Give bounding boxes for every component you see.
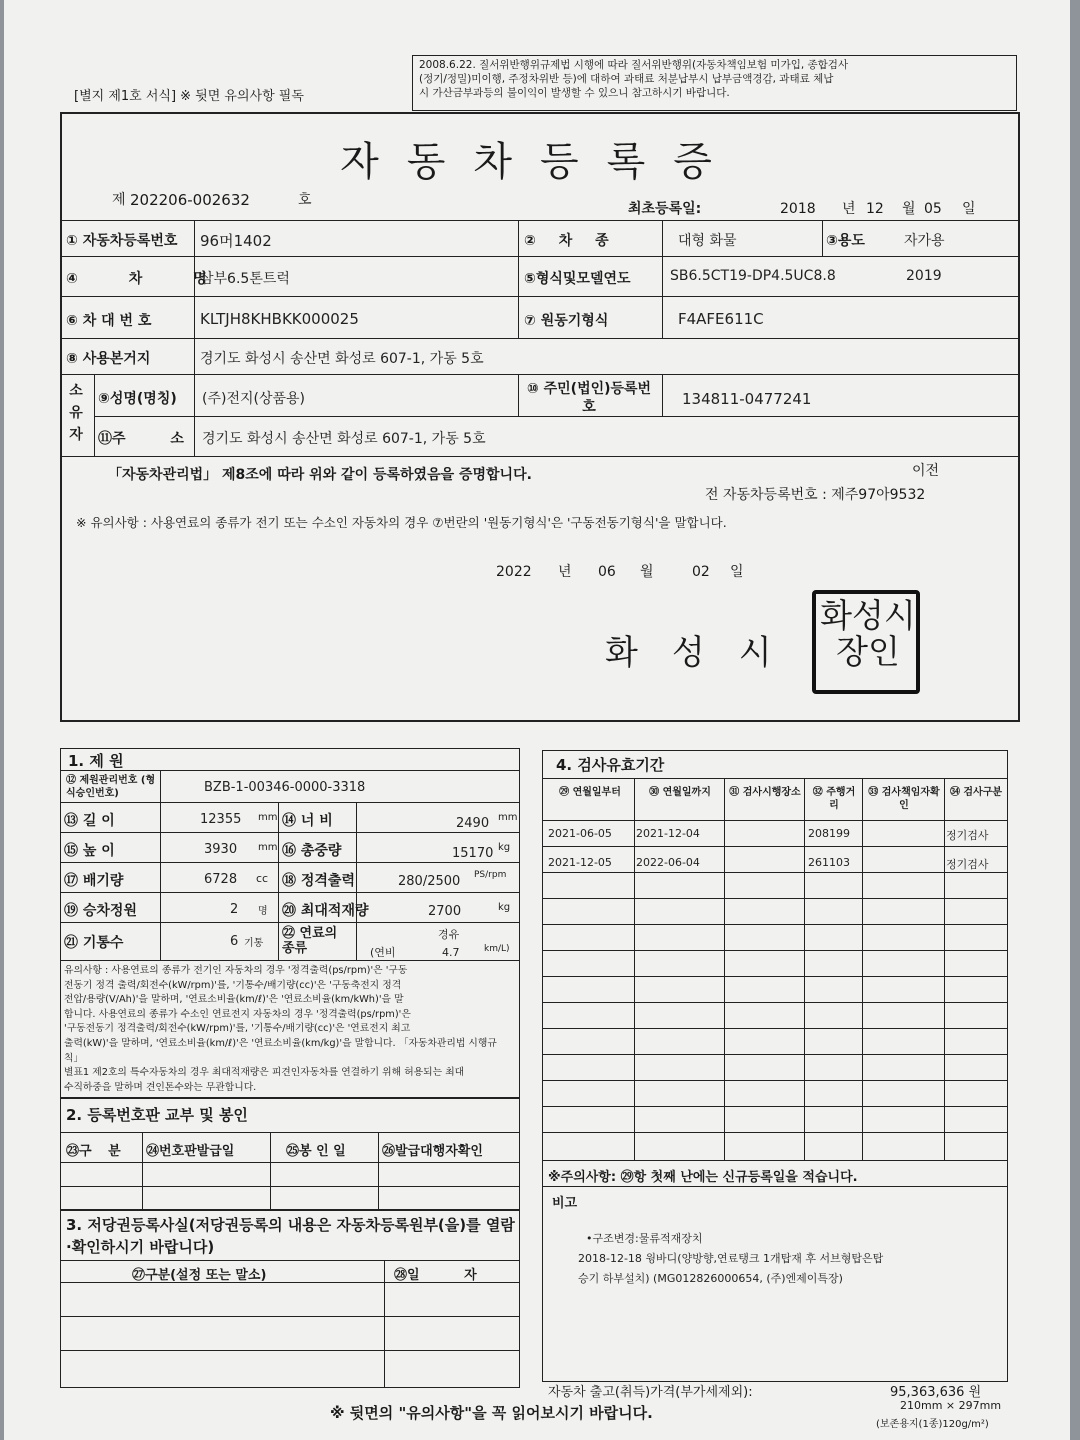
first-reg-month-unit: 월 <box>902 201 916 217</box>
insp-row-from: 2021-06-05 <box>548 827 612 840</box>
seats-value: 2 <box>230 902 239 917</box>
insp-row-mileage: 261103 <box>808 856 850 869</box>
cyl-value: 6 <box>230 934 239 949</box>
remarks-line-2: 승기 하부설치) (MG012826000654, (주)엔제이특장) <box>578 1272 843 1285</box>
gross-label: ⑯ 총중량 <box>282 843 342 859</box>
mgmt-no-label: ⑫ 제원관리번호 (형식승인번호) <box>66 775 156 799</box>
cert-date-month-unit: 월 <box>640 564 654 580</box>
model-year-value: 2019 <box>906 268 942 284</box>
name-label: ④ 차 명 <box>66 271 207 287</box>
load-unit: kg <box>498 902 511 913</box>
length-unit: mm <box>258 812 278 823</box>
vin-label: ⑥ 차 대 번 호 <box>66 313 152 329</box>
insp-row-from: 2021-12-05 <box>548 856 612 869</box>
remarks-title: •구조변경:물류적재장치 <box>586 1232 703 1245</box>
issuer-name: 화성시 <box>605 633 806 673</box>
cyl-label: ㉑ 기통수 <box>64 935 124 951</box>
use-label: ③용도 <box>826 233 865 249</box>
name-value: 삼부6.5톤트럭 <box>200 271 290 287</box>
insp-header-to: ㉚ 연월일까지 <box>649 787 711 798</box>
paper-type: (보존용지(1종)120g/m²) <box>876 1419 989 1430</box>
height-label: ⑮ 높 이 <box>64 843 115 859</box>
plates-col-issue-date: ㉔번호판발급일 <box>146 1144 235 1159</box>
gross-unit: kg <box>498 842 511 853</box>
penalty-notice: 2008.6.22. 질서위반행위규제법 시행에 따라 질서위반행위(자동차책임보험 미가입, 종합검사 (정기/정밀)미이행, 주정차위반 등)에 대하여 과태료 처분납부시 납부금액경감, 과태료 체납 시 가산금부과등의 불이익이 발생할 수 있으니 참고하시기 바랍니다. <box>412 55 1017 111</box>
cert-date-day: 02 <box>692 564 710 580</box>
liens-col-date: ㉘일 자 <box>394 1268 477 1283</box>
prev-reg-number: 전 자동차등록번호 : 제주97아9532 <box>705 487 926 503</box>
first-reg-month: 12 <box>866 201 884 217</box>
plates-title: 2. 등록번호판 교부 및 봉인 <box>66 1106 248 1124</box>
liens-title: 3. 저당권등록사실(저당권등록의 내용은 자동차등록원부(을)를 열람·확인하시기 바랍니다) <box>66 1216 515 1256</box>
insp-header-kind: ㉞ 검사구분 <box>949 787 1003 798</box>
cert-note: ※ 유의사항 : 사용연료의 종류가 전기 또는 수소인 자동차의 경우 ⑦번란의 '원동기형식'은 '구동전동기형식'을 말합니다. <box>76 515 727 530</box>
power-value: 280/2500 <box>398 874 461 889</box>
owner-name-value: (주)전지(상품용) <box>202 391 305 407</box>
owner-addr-value: 경기도 화성시 송산면 화성로 607-1, 가동 5호 <box>202 431 486 447</box>
footer-note: ※ 뒷면의 "유의사항"을 꼭 읽어보시기 바랍니다. <box>330 1404 653 1422</box>
first-reg-label: 최초등록일: <box>628 201 702 217</box>
reg-no-value: 96머1402 <box>200 232 272 250</box>
price-label: 자동차 출고(취득)가격(부가세제외): <box>548 1385 753 1400</box>
power-label: ⑱ 정격출력 <box>282 873 355 889</box>
seats-unit: 명 <box>258 906 268 917</box>
form-label: [별지 제1호 서식] ※ 뒷면 유의사항 필독 <box>74 89 304 104</box>
length-label: ⑬ 길 이 <box>64 813 115 829</box>
model-value: SB6.5CT19-DP4.5UC8.8 <box>670 268 836 284</box>
insp-row-mileage: 208199 <box>808 827 850 840</box>
remarks-line-1: 2018-12-18 윙바디(양방향,연료탱크 1개탑재 후 서브형탑은탑 <box>578 1252 884 1265</box>
gross-value: 15170 <box>452 846 494 861</box>
insp-row-to: 2021-12-04 <box>636 827 700 840</box>
height-value: 3930 <box>204 842 238 857</box>
load-label: ⑳ 최대적재량 <box>282 903 369 919</box>
insp-row-to: 2022-06-04 <box>636 856 700 869</box>
remarks-label: 비고 <box>552 1196 578 1211</box>
inspection-title: 4. 검사유효기간 <box>556 756 665 774</box>
first-reg-year: 2018 <box>780 201 816 217</box>
width-unit: mm <box>498 812 518 823</box>
seats-label: ⑲ 승차정원 <box>64 903 137 919</box>
specs-notes: 유의사항 : 사용연료의 종류가 전기인 자동차의 경우 '정격출력(ps/rpm)'은 '구동 전동기 정격 출력/회전수(kW/rpm)'를, '기통수/배기량(cc)'은 '구동축전지 정격 전압/용량(V/Ah)'을 말하며, '연료소비율(km/ℓ)'은 '연료소비율(km/kWh)'을 말 합니다. 사용연료의 종류가 수소인 연료전지 자동차의 경우 '정격출력(ps/rpm)'은 '구동전동기 정격출력/회전수(kW/rpm)'를, '기통수/배기량(cc)'은 '연료전지 최고 출력(kW)'을 말하며, '연료소비율(km/ℓ)'은 '연료소비율(km/kg)'을 말합니다. 「자동차관리법 시행규칙」 별표1 제2호의 특수자동차의 경우 최대적재량은 피견인자동차를 연결하기 위해 허용되는 최대 수직하중을 말하며 견인톤수와는 무관합니다. <box>64 965 497 1093</box>
first-reg-day: 05 <box>924 201 942 217</box>
cert-statement: 「자동차관리법」 제8조에 따라 위와 같이 등록하였음을 증명합니다. <box>108 467 532 483</box>
cert-date-year: 2022 <box>496 564 532 580</box>
fuel-label: ㉒ 연료의 종류 <box>282 926 338 956</box>
owner-id-label: ⑩ 주민(법인)등록번호 <box>526 381 652 415</box>
price-value: 95,363,636 원 <box>890 1385 982 1400</box>
efficiency-unit: km/L) <box>484 944 510 954</box>
owner-name-label: ⑨성명(명칭) <box>98 391 177 407</box>
width-label: ⑭ 너 비 <box>282 813 333 829</box>
disp-value: 6728 <box>204 872 238 887</box>
insp-header-confirm: ㉝ 검사책임자확인 <box>868 787 940 811</box>
power-unit: PS/rpm <box>474 870 507 880</box>
height-unit: mm <box>258 842 278 853</box>
cert-date-month: 06 <box>598 564 616 580</box>
base-label: ⑧ 사용본거지 <box>66 351 151 367</box>
cert-date-day-unit: 일 <box>730 564 744 580</box>
efficiency-label: (연비 <box>370 946 396 959</box>
length-value: 12355 <box>200 812 242 827</box>
insp-header-mileage: ㉜ 주행거리 <box>812 787 856 811</box>
reg-no-label: ① 자동차등록번호 <box>66 233 178 249</box>
official-seal: 화성시 장인 <box>812 590 920 694</box>
base-value: 경기도 화성시 송산면 화성로 607-1, 가동 5호 <box>200 351 484 367</box>
first-reg-day-unit: 일 <box>962 201 976 217</box>
use-value: 자가용 <box>904 233 945 249</box>
owner-side-label: 소유자 <box>69 383 83 443</box>
fuel-value: 경유 <box>438 928 460 941</box>
cert-date-year-unit: 년 <box>558 564 572 580</box>
plates-col-seal-date: ㉕봉 인 일 <box>286 1144 346 1159</box>
inspection-box <box>542 750 1008 1382</box>
insp-header-from: ㉙ 연월일부터 <box>559 787 621 798</box>
width-value: 2490 <box>456 816 490 831</box>
type-label: ② 차 종 <box>524 233 609 249</box>
insp-header-place: ㉛ 검사시행장소 <box>729 787 801 798</box>
inspection-caution: ※주의사항: ㉙항 첫째 난에는 신규등록일을 적습니다. <box>548 1170 858 1185</box>
plates-col-category: ㉓구 분 <box>66 1144 121 1159</box>
doc-number-prefix: 제 <box>112 192 126 208</box>
vin-value: KLTJH8KHBKK000025 <box>200 310 359 328</box>
model-label: ⑤형식및모델연도 <box>524 271 631 287</box>
document-title: 자동차등록증 <box>340 139 740 185</box>
type-value: 대형 화물 <box>678 233 737 249</box>
disp-unit: cc <box>256 872 269 885</box>
owner-addr-label: ⑪주 소 <box>98 431 184 447</box>
paper-size: 210mm × 297mm <box>900 1399 1002 1412</box>
insp-row-kind: 정기검사 <box>946 858 989 871</box>
doc-number-suffix: 호 <box>298 192 312 208</box>
liens-col-category: ㉗구분(설정 또는 말소) <box>132 1268 267 1283</box>
doc-number: 202206-002632 <box>130 191 250 209</box>
engine-label: ⑦ 원동기형식 <box>524 313 609 329</box>
prev-label: 이전 <box>912 463 940 479</box>
owner-id-value: 134811-0477241 <box>682 390 812 408</box>
first-reg-year-unit: 년 <box>842 201 856 217</box>
disp-label: ⑰ 배기량 <box>64 873 124 889</box>
cyl-unit: 기통 <box>244 938 264 949</box>
load-value: 2700 <box>428 904 462 919</box>
engine-value: F4AFE611C <box>678 310 764 328</box>
specs-title: 1. 제 원 <box>68 752 124 770</box>
mgmt-no-value: BZB-1-00346-0000-3318 <box>204 780 366 795</box>
insp-row-kind: 정기검사 <box>946 829 989 842</box>
plates-col-agent-confirm: ㉖발급대행자확인 <box>382 1144 483 1159</box>
efficiency-value: 4.7 <box>442 946 460 959</box>
